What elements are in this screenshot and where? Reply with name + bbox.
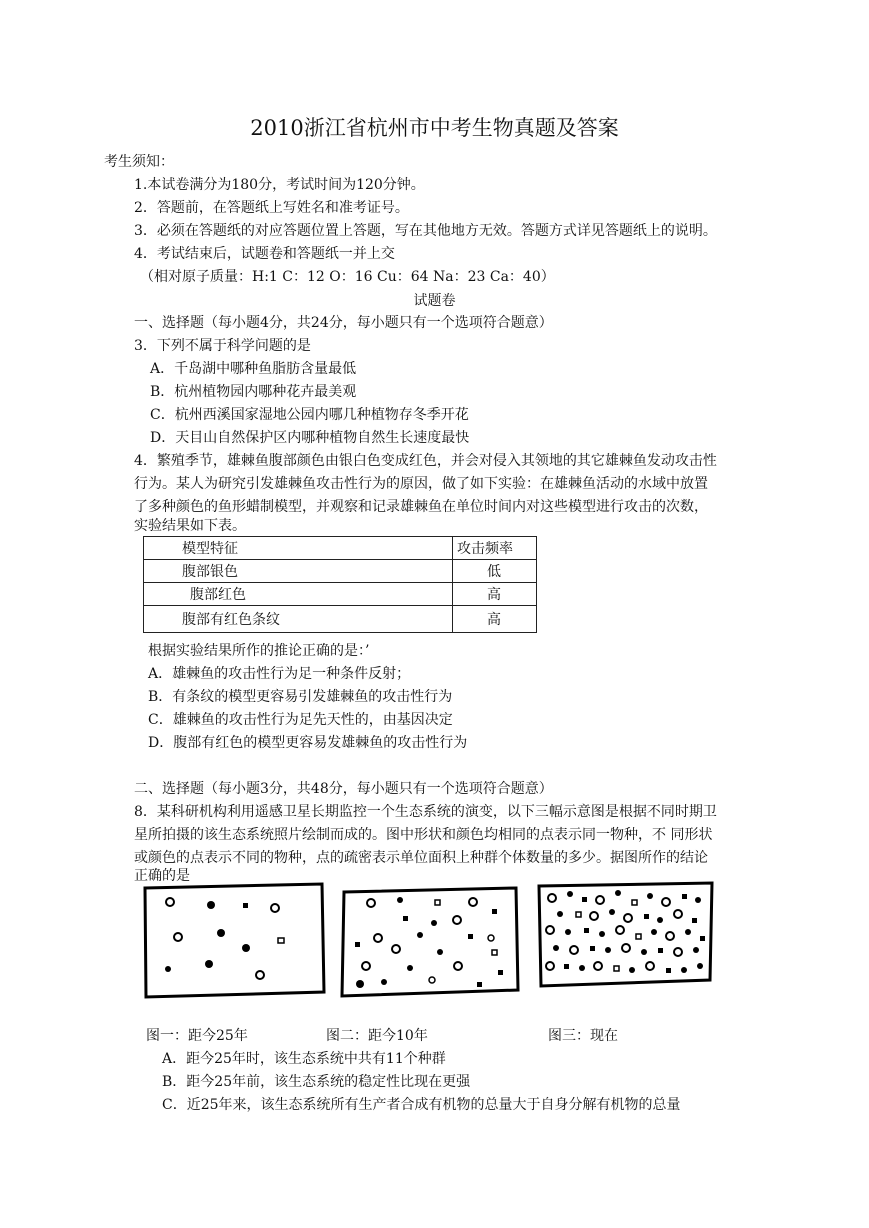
q3-option-d: D．天目山自然保护区内哪种植物自然生长速度最快 (150, 430, 470, 446)
q3-option-b: B．杭州植物园内哪种花卉最美观 (150, 384, 357, 400)
table-header-cell: 模型特征 (144, 537, 453, 560)
q4-option-d: D．腹部有红色的模型更容易发雄棘鱼的攻击性行为 (148, 735, 468, 751)
table-cell: 腹部有红色条纹 (144, 606, 453, 633)
notice-heading: 考生须知： (104, 154, 174, 170)
q8-stem-line: 星所拍摄的该生态系统照片绘制而成的。图中形状和颜色均相同的点表示同一物种，不 同形状 (134, 827, 713, 843)
figure-1-caption: 图一：距今25年 (146, 1028, 248, 1044)
figure-1-ecosystem-25-years-ago (142, 882, 327, 1000)
experiment-table (143, 536, 537, 633)
section-label: 试题卷 (413, 293, 456, 309)
page-title: 2010浙江省杭州市中考生物真题及答案 (250, 116, 619, 140)
q4-option-b: B．有条纹的模型更容易引发雄棘鱼的攻击性行为 (148, 689, 453, 705)
figure-2-caption: 图二：距今10年 (326, 1028, 428, 1044)
notice-item-2: 2．答题前，在答题纸上写姓名和准考证号。 (134, 200, 409, 216)
table-cell: 低 (453, 560, 537, 583)
table-row (144, 583, 537, 606)
q3-option-c: C．杭州西溪国家湿地公园内哪几种植物存冬季开花 (150, 407, 469, 423)
q3-option-a: A．千岛湖中哪种鱼脂肪含量最低 (150, 361, 357, 377)
q8-stem-line: 8．某科研机构利用遥感卫星长期监控一个生态系统的演变，以下三幅示意图是根据不同时期卫 (134, 804, 717, 820)
q8-option-b: B．距今25年前，该生态系统的稳定性比现在更强 (162, 1074, 471, 1090)
q4-conclusion: 根据实验结果所作的推论正确的是：’ (148, 643, 370, 659)
q4-option-c: C．雄棘鱼的攻击性行为足先天性的，由基因决定 (148, 712, 453, 728)
table-row (144, 606, 537, 633)
q4-option-a: A．雄棘鱼的攻击性行为足一种条件反射； (148, 666, 411, 682)
notice-item-1: 1.本试卷满分为180分，考试时间为120分钟。 (134, 177, 425, 193)
table-cell: 腹部红色 (144, 583, 453, 606)
table-row (144, 560, 537, 583)
q4-stem-line: 实验结果如下表。 (134, 518, 246, 534)
notice-item-4: 4．考试结束后，试题卷和答题纸一并上交 (134, 246, 395, 262)
table-header-row (144, 537, 537, 560)
atomic-mass-note: （相对原子质量：H:1 C：12 O：16 Cu：64 Na：23 Ca：40） (140, 269, 555, 285)
q8-stem-line: 或颜色的点表示不同的物种，点的疏密表示单位面积上种群个体数量的多少。据图所作的结论 (134, 850, 708, 866)
q4-stem-line: 4．繁殖季节，雄棘鱼腹部颜色由银白色变成红色，并会对侵入其领地的其它雄棘鱼发动攻击性 (134, 453, 717, 469)
q8-stem-line: 正确的是 (134, 868, 190, 884)
q8-option-a: A．距今25年时，该生态系统中共有11个种群 (162, 1051, 446, 1067)
notice-item-3: 3．必须在答题纸的对应答题位置上答题，写在其他地方无效。答题方式详见答题纸上的说明。 (134, 223, 717, 239)
q8-option-c: C．近25年来，该生态系统所有生产者合成有机物的总量大于自身分解有机物的总量 (162, 1097, 681, 1113)
q4-stem-line: 了多种颜色的鱼形蜡制模型，并观察和记录雄棘鱼在单位时间内对这些模型进行攻击的次数， (134, 499, 708, 515)
figure-3-caption: 图三：现在 (548, 1028, 618, 1044)
part1-heading: 一、选择题（每小题4分，共24分，每小题只有一个选项符合题意） (134, 315, 553, 331)
table-cell: 高 (453, 583, 537, 606)
table-header-cell: 攻击频率 (453, 537, 537, 560)
table-cell: 高 (453, 606, 537, 633)
q3-stem: 3．下列不属于科学问题的是 (134, 338, 311, 354)
figure-2-ecosystem-10-years-ago (340, 886, 520, 1000)
q4-stem-line: 行为。某人为研究引发雄棘鱼攻击性行为的原因，做了如下实验：在雄棘鱼活动的水域中放置 (134, 476, 708, 492)
table-cell: 腹部银色 (144, 560, 453, 583)
figure-3-ecosystem-now (536, 880, 716, 992)
part2-heading: 二、选择题（每小题3分，共48分，每小题只有一个选项符合题意） (134, 781, 553, 797)
